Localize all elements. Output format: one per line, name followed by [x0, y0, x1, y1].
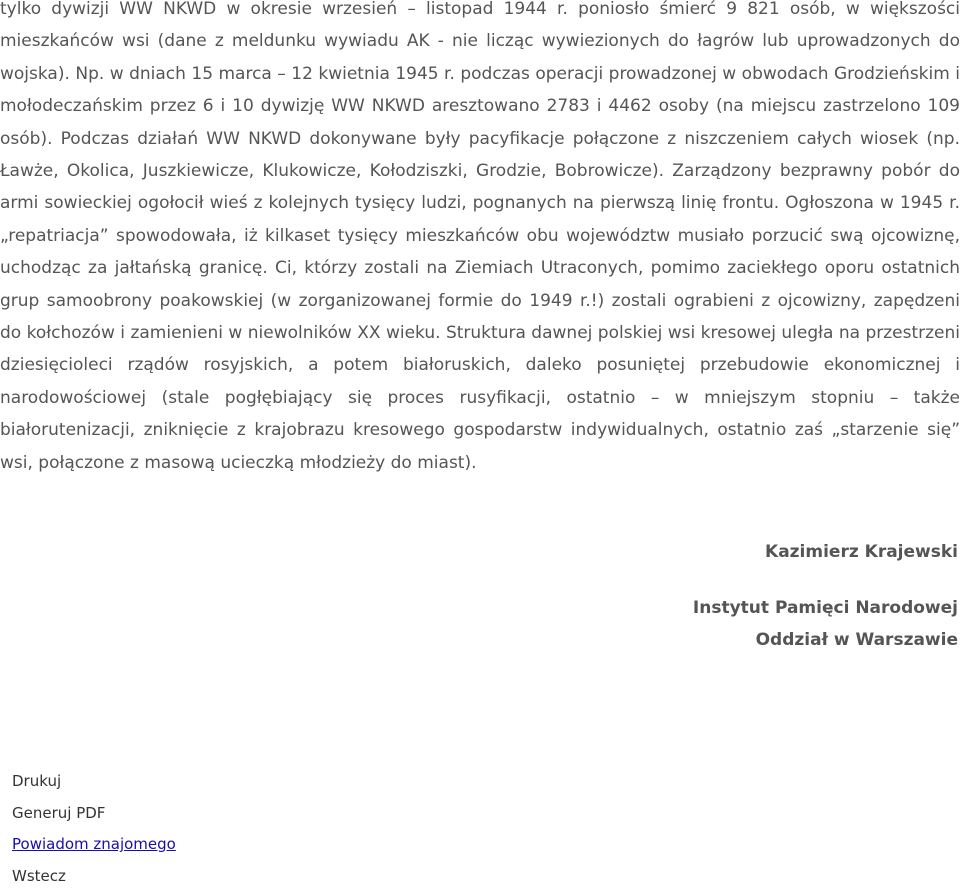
author-name: Kazimierz Krajewski	[765, 536, 958, 568]
print-link[interactable]: Drukuj	[12, 768, 176, 800]
branch-name: Oddział w Warszawie	[756, 624, 958, 656]
notify-friend-link[interactable]: Powiadom znajomego	[12, 831, 176, 863]
article-tools	[12, 768, 176, 894]
back-link[interactable]: Wstecz	[12, 863, 176, 894]
article-paragraph: tylko dywizji WW NKWD w okresie wrzesień – listopad 1944 r. poniosło śmierć 9 821 osób, w większości mieszkańców wsi (dane z meldunku wywiadu AK - nie licząc wywiezionych do łagrów lub uprowadzonych do wojska). Np. w dniach 15 marca – 12 kwietnia 1945 r. podczas operacji prowadzonej w obwodach Grodzieńskim i mołodeczańskim przez 6 i 10 dywizję WW NKWD aresztowano 2783 i 4462 osoby (na miejscu zastrzelono 109 osób). Podczas działań WW NKWD dokonywane były pacyfikacje połączone z niszczeniem całych wiosek (np. Ławże, Okolica, Juszkiewicze, Klukowicze, Kołodziszki, Grodzie, Bobrowicze). Zarządzony bezprawny pobór do armi sowieckiej ogołocił wieś z kolejnych tysięcy ludzi, pognanych na pierwszą linię frontu. Ogłoszona w 1945 r. „repatriacja” spowodowała, iż kilkaset tysięcy mieszkańców obu województw musiało porzucić swą ojcowiznę, uchodząc za jałtańską granicę. Ci, którzy zostali na Ziemiach Utraconych, pomimo zaciekłego oporu ostatnich grup samoobrony poakowskiej (w zorganizowanej formie do 1949 r.!) zostali ograbieni z ojcowizny, zapędzeni do kołchozów i zamienieni w niewolników XX wieku. Struktura dawnej polskiej wsi kresowej uległa na przestrzeni dziesięcioleci rządów rosyjskich, a potem białoruskich, daleko posuniętej przebudowie ekonomicznej i narodowościowej (stale pogłębiający się proces rusyfikacji, ostatnio – w mniejszym stopniu – także białorutenizacji, zniknięcie z krajobrazu kresowego gospodarstw indywidualnych, ostatnio zaś „starzenie się” wsi, połączone z masową ucieczką młodzieży do miast).	[0, 0, 960, 479]
generate-pdf-link[interactable]: Generuj PDF	[12, 800, 176, 832]
institute-name: Instytut Pamięci Narodowej	[693, 592, 958, 624]
